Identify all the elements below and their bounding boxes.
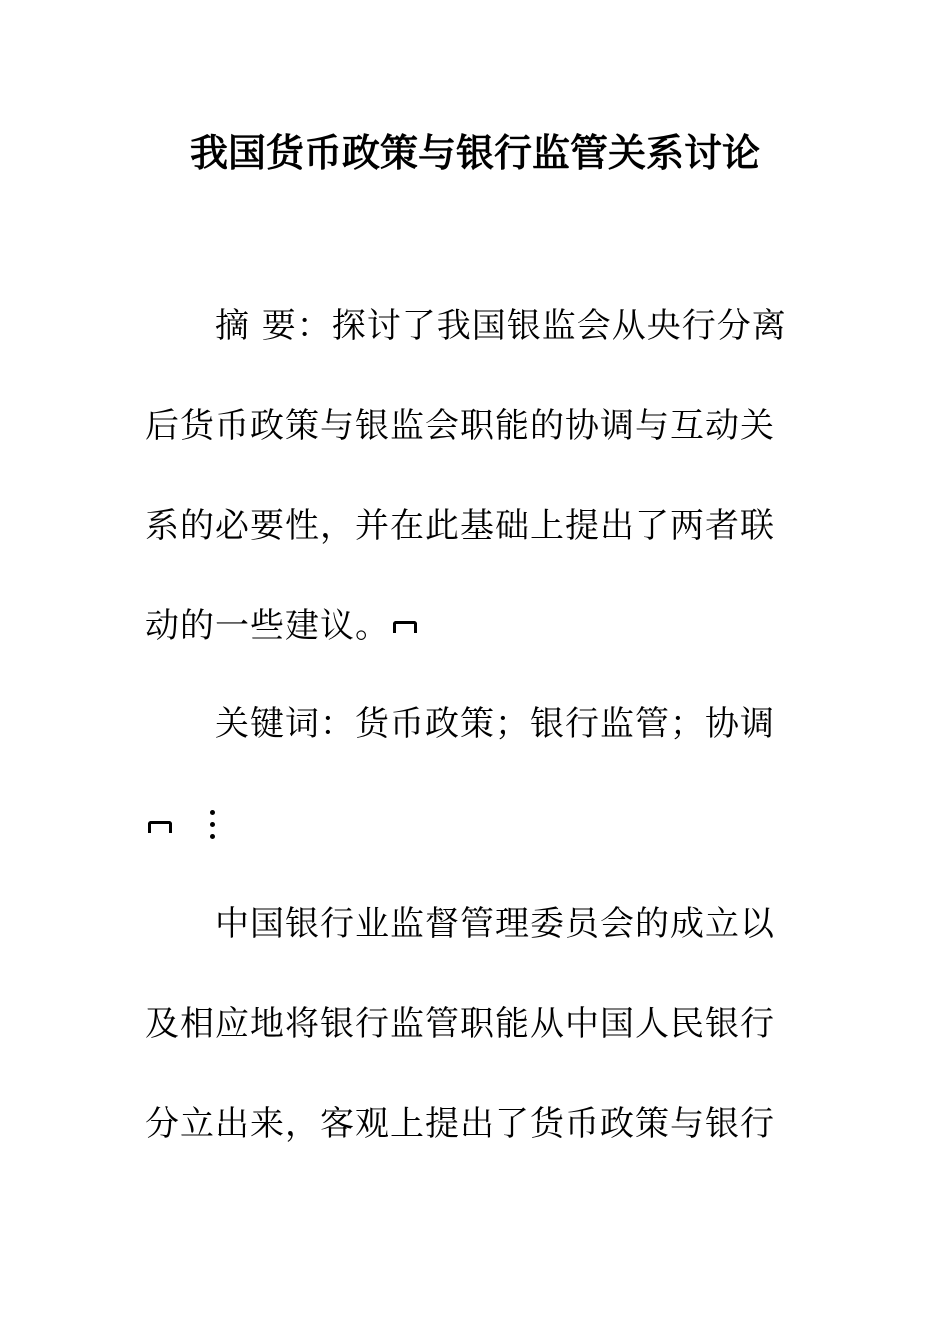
body-text-3: 分立出来，客观上提出了货币政策与银行 [145, 1104, 775, 1144]
document-title: 我国货币政策与银行监管关系讨论 [189, 130, 760, 175]
abstract-text-1: 摘 要：探讨了我国银监会从央行分离 [215, 306, 787, 346]
body-line-2 [145, 1000, 775, 1048]
keywords-text: 关键词：货币政策；银行监管；协调 [215, 704, 775, 744]
abstract-text-4: 动的一些建议。 [145, 606, 390, 646]
body-text-1: 中国银行业监督管理委员会的成立以 [215, 904, 775, 944]
abstract-line-2 [145, 402, 775, 450]
body-line-3 [145, 1100, 775, 1148]
abstract-line-3 [145, 502, 775, 550]
abstract-text-3: 系的必要性，并在此基础上提出了两者联 [145, 506, 775, 546]
abstract-line-4 [145, 602, 420, 650]
paragraph-mark-icon [145, 817, 175, 837]
keywords-line [215, 700, 775, 748]
abstract-text-2: 后货币政策与银监会职能的协调与互动关 [145, 406, 775, 446]
vertical-ellipsis-icon [210, 810, 218, 844]
paragraph-mark-icon [390, 617, 420, 637]
keywords-end-line [145, 802, 175, 850]
body-line-1 [215, 900, 775, 948]
abstract-line-1 [215, 302, 787, 350]
body-text-2: 及相应地将银行监管职能从中国人民银行 [145, 1004, 775, 1044]
